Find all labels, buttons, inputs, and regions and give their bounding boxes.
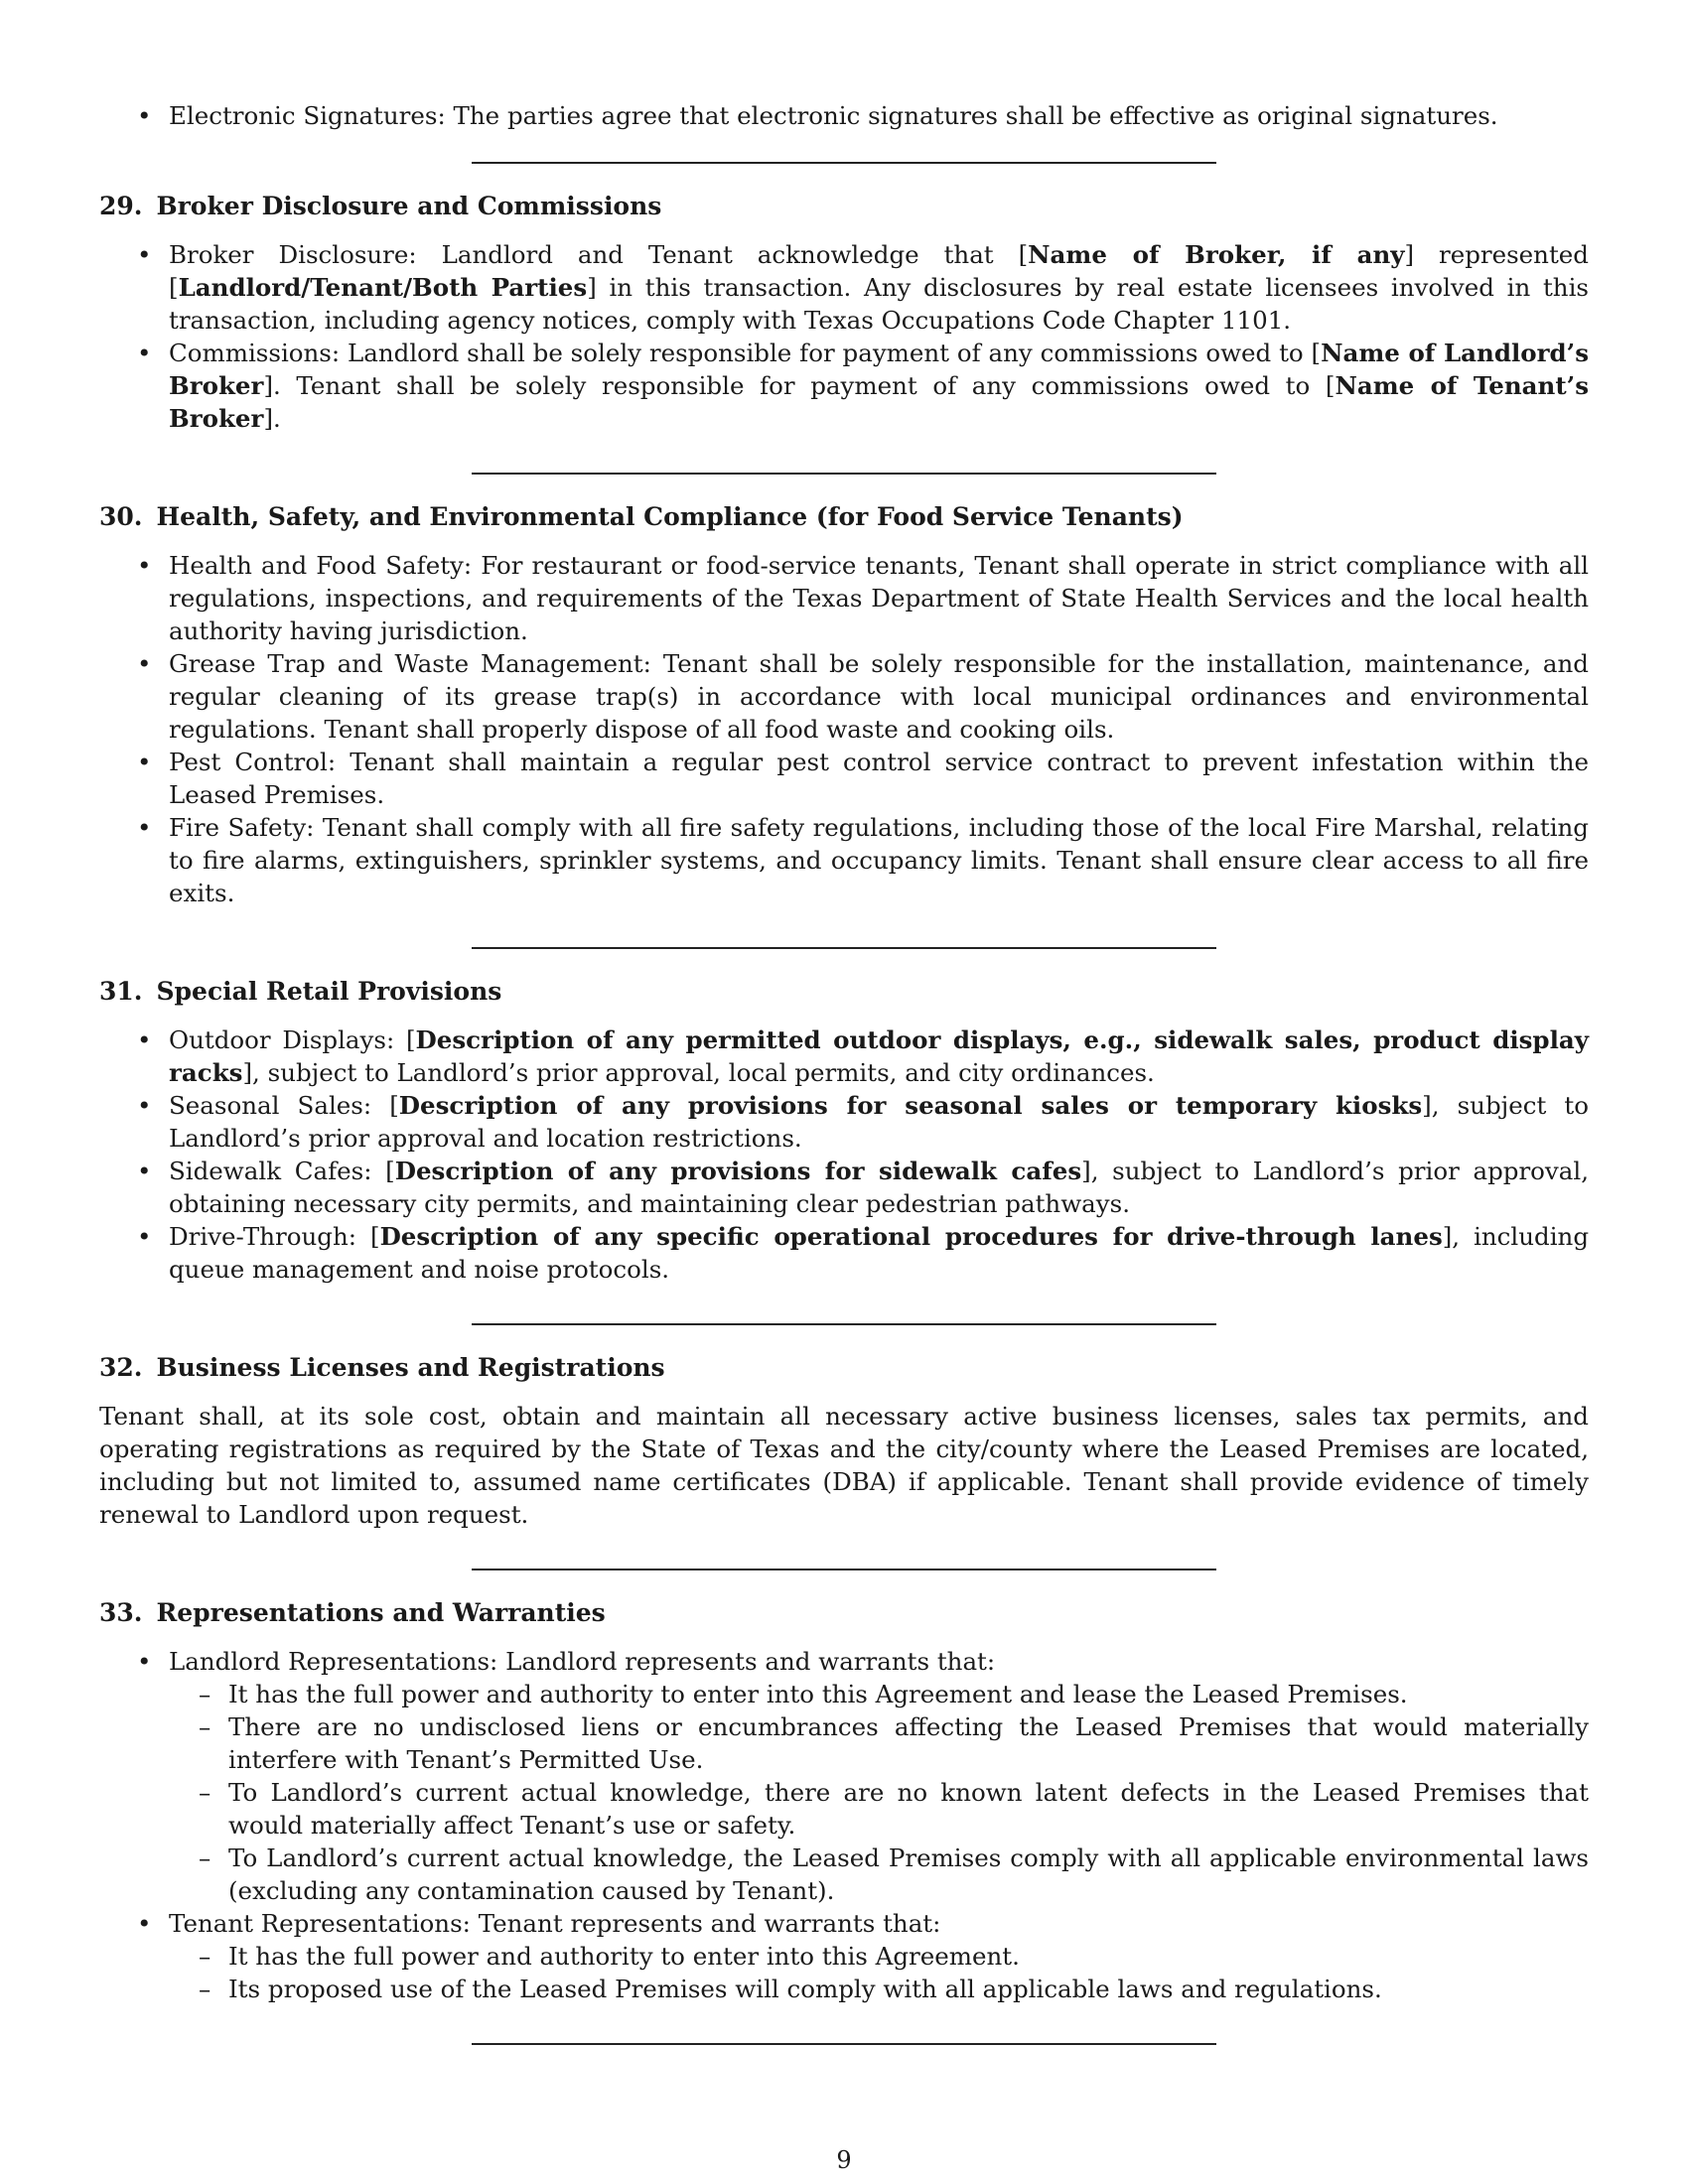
section-divider	[472, 1569, 1216, 1570]
intro-list	[99, 99, 1589, 132]
list-item: • Pest Control: Tenant shall maintain a regular pest control service contract to prevent infestation within the Leased Premises.	[99, 746, 1589, 811]
list-item: • Landlord Representations: Landlord represents and warrants that: – It has the full power and authority to enter into this Agreement and lease the Leased Premises. – There are no undisclosed liens or encumbrances affecting the Leased Premises that would materially interfere with Tenant’s Permitted Use. – To Landlord’s current actual knowledge, there are no known latent defects in the Leased Premises that would materially affect Tenant’s use or safety. – To Landlord’s current actual knowledge, the Leased Premises comply with all applicable environmental laws (excluding any contamination caused by Tenant).	[99, 1645, 1589, 1907]
section-heading-30: 30. Health, Safety, and Environmental Compliance (for Food Service Tenants)	[99, 502, 1184, 531]
list-item: • Electronic Signatures: The parties agree that electronic signatures shall be effective as original signatures.	[99, 99, 1589, 132]
list-item: • Broker Disclosure: Landlord and Tenant acknowledge that [Name of Broker, if any] represented [Landlord/Tenant/Both Parties] in this transaction. Any disclosures by real estate licensees involved in this transaction, including agency notices, comply with Texas Occupations Code Chapter 1101.	[99, 238, 1589, 337]
sub-list-item: – It has the full power and authority to enter into this Agreement.	[169, 1940, 1589, 1973]
tenant-representations-list	[169, 1940, 1589, 2005]
section-29-list	[99, 238, 1589, 435]
section-divider	[472, 473, 1216, 475]
section-divider	[472, 162, 1216, 164]
list-item: • Fire Safety: Tenant shall comply with all fire safety regulations, including those of the local Fire Marshal, relating to fire alarms, extinguishers, sprinkler systems, and occupancy limits. Tenant shall ensure clear access to all fire exits.	[99, 811, 1589, 909]
page-number: 9	[836, 2146, 852, 2174]
list-item: • Health and Food Safety: For restaurant or food-service tenants, Tenant shall operate in strict compliance with all regulations, inspections, and requirements of the Texas Department of State Health Services and the local health authority having jurisdiction.	[99, 549, 1589, 647]
list-item: • Seasonal Sales: [Description of any provisions for seasonal sales or temporary kiosks], subject to Landlord’s prior approval and location restrictions.	[99, 1089, 1589, 1155]
list-item: • Tenant Representations: Tenant represents and warrants that: – It has the full power and authority to enter into this Agreement. – Its proposed use of the Leased Premises will comply with all applicable laws and regulations.	[99, 1907, 1589, 2005]
section-heading-32: 32. Business Licenses and Registrations	[99, 1353, 665, 1382]
document-page	[99, 99, 1589, 2071]
section-31-list	[99, 1024, 1589, 1286]
list-item: • Commissions: Landlord shall be solely responsible for payment of any commissions owed to [Name of Landlord’s Broker]. Tenant shall be solely responsible for payment of any commissions owed to [Name of Tenant’s Broker].	[99, 337, 1589, 435]
section-33-list	[99, 1645, 1589, 2005]
section-divider	[472, 2043, 1216, 2045]
section-heading-29: 29. Broker Disclosure and Commissions	[99, 192, 662, 220]
sub-list-item: – To Landlord’s current actual knowledge, the Leased Premises comply with all applicable environmental laws (excluding any contamination caused by Tenant).	[169, 1842, 1589, 1907]
list-item: • Drive-Through: [Description of any specific operational procedures for drive-through lanes], including queue management and noise protocols.	[99, 1220, 1589, 1286]
section-divider	[472, 1323, 1216, 1325]
sub-list-item: – To Landlord’s current actual knowledge, there are no known latent defects in the Leased Premises that would materially affect Tenant’s use or safety.	[169, 1776, 1589, 1842]
section-divider	[472, 947, 1216, 949]
landlord-representations-list	[169, 1678, 1589, 1907]
sub-list-item: – Its proposed use of the Leased Premises will comply with all applicable laws and regulations.	[169, 1973, 1589, 2005]
sub-list-item: – There are no undisclosed liens or encumbrances affecting the Leased Premises that would materially interfere with Tenant’s Permitted Use.	[169, 1710, 1589, 1776]
section-30-list	[99, 549, 1589, 909]
list-item: • Sidewalk Cafes: [Description of any provisions for sidewalk cafes], subject to Landlord’s prior approval, obtaining necessary city permits, and maintaining clear pedestrian pathways.	[99, 1155, 1589, 1220]
list-item: • Grease Trap and Waste Management: Tenant shall be solely responsible for the installation, maintenance, and regular cleaning of its grease trap(s) in accordance with local municipal ordinances and environmental regulations. Tenant shall properly dispose of all food waste and cooking oils.	[99, 647, 1589, 746]
section-heading-31: 31. Special Retail Provisions	[99, 977, 502, 1006]
section-heading-33: 33. Representations and Warranties	[99, 1598, 606, 1627]
section-32-body: Tenant shall, at its sole cost, obtain and maintain all necessary active business licenses, sales tax permits, and operating registrations as required by the State of Texas and the city/county where the Leased Premises are located, including but not limited to, assumed name certificates (DBA) if applicable. Tenant shall provide evidence of timely renewal to Landlord upon request.	[99, 1402, 1589, 1529]
list-item: • Outdoor Displays: [Description of any permitted outdoor displays, e.g., sidewalk sales, product display racks], subject to Landlord’s prior approval, local permits, and city ordinances.	[99, 1024, 1589, 1089]
sub-list-item: – It has the full power and authority to enter into this Agreement and lease the Leased Premises.	[169, 1678, 1589, 1710]
